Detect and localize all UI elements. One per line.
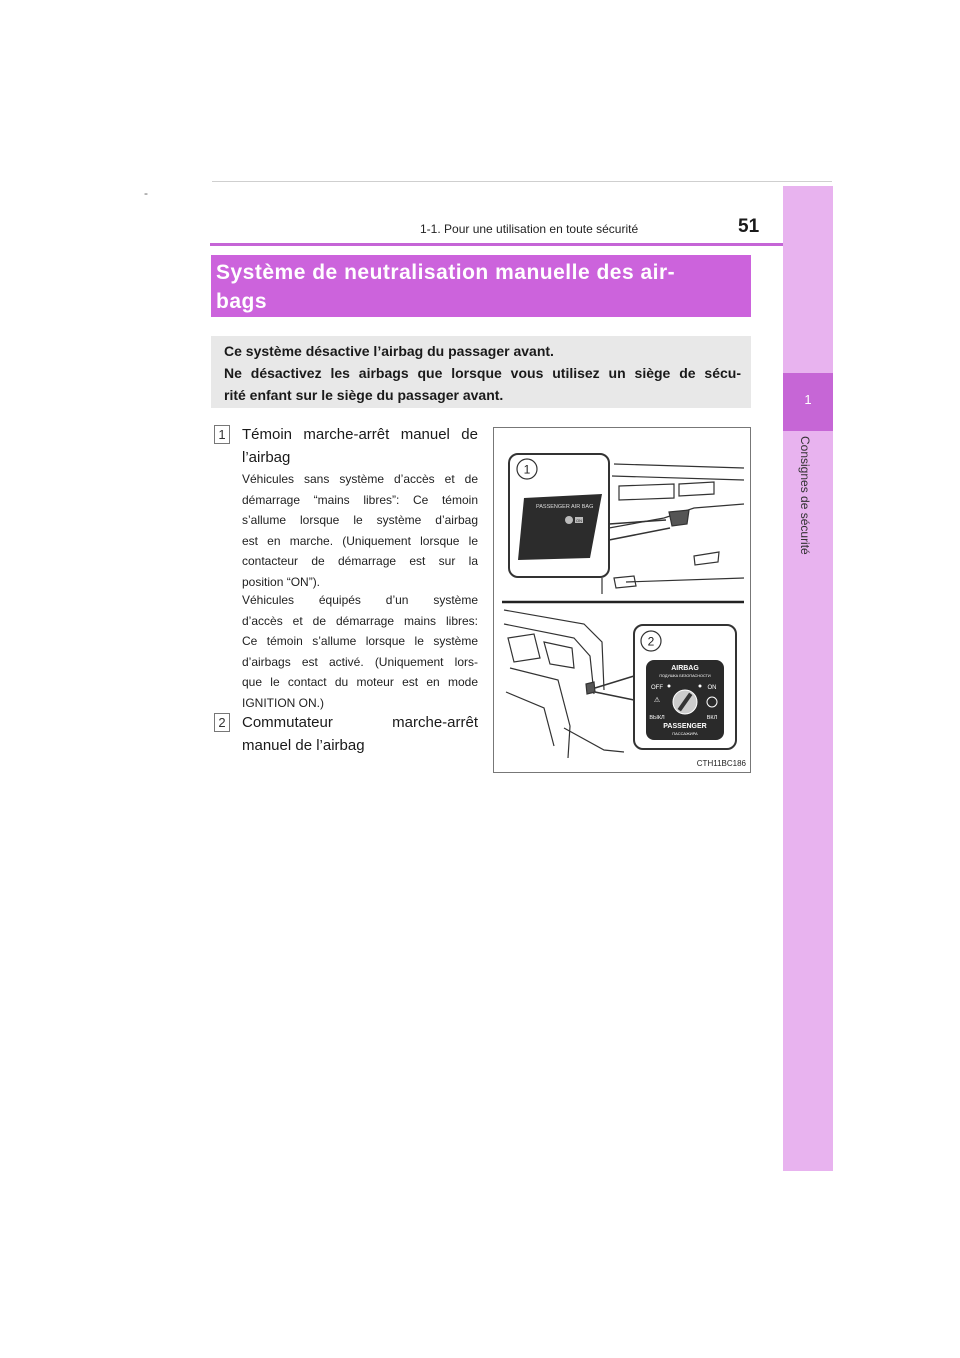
dashboard-upper-drawing (602, 464, 744, 594)
switch-airbag-label: AIRBAG (671, 665, 699, 672)
section-title-line2: bags (216, 290, 268, 313)
airbag-figure (493, 427, 751, 773)
summary-line2: Ne désactivez les airbags que lorsque vous utilisez un siège de sécu- (224, 365, 741, 381)
summary-line1: Ce système désactive l’airbag du passager avant. (224, 343, 554, 359)
item-1-paragraph-2 (242, 590, 478, 713)
item-2-title-line2: manuel de l’airbag (242, 737, 365, 754)
header-dash: - (144, 186, 148, 200)
summary-box (211, 336, 751, 408)
switch-airbag-ru-label: ПОДУШКА БЕЗОПАСНОСТИ (659, 674, 711, 678)
item-1-title-line1: Témoin marche-arrêt manuel de (242, 426, 478, 443)
paragraph-line: contacteur de démarrage est sur la (242, 554, 478, 568)
paragraph-line: que le contact du moteur est en mode (242, 675, 478, 689)
airbag-off-icon: ⚠ (653, 696, 661, 704)
airbag-illustration (494, 428, 752, 774)
indicator-label: PASSENGER AIR BAG (536, 504, 594, 510)
switch-off-label: OFF (651, 685, 663, 691)
paragraph-line: Véhicules équipés d’un système (242, 593, 478, 607)
callout-1-leader-lower (609, 528, 670, 540)
chapter-side-tab[interactable] (783, 186, 833, 1171)
paragraph-line: est en marche. (Uniquement lorsque le (242, 533, 478, 548)
item-1-title-line2: l’airbag (242, 449, 291, 466)
item-number-box: 2 (214, 713, 230, 732)
switch-on-label: ON (707, 685, 717, 691)
paragraph-line: s’allume lorsque le système d’airbag (242, 513, 478, 527)
header-rule (210, 243, 832, 246)
paragraph-line: IGNITION ON.) (242, 695, 324, 710)
figure-code: CTH11BC186 (696, 759, 746, 768)
switch-off-dot (668, 685, 671, 688)
indicator-on-text: ON (576, 518, 582, 523)
item-1 (214, 423, 478, 469)
page-number: 51 (738, 216, 760, 237)
airbag-lamp-icon (565, 516, 573, 524)
item-2-title-line1: Commutateur marche-arrêt (242, 714, 478, 731)
switch-on-ru-label: ВКЛ (706, 715, 718, 721)
section-title (211, 255, 751, 317)
paragraph-line: d’accès et de démarrage mains libres: (242, 613, 478, 628)
switch-passenger-label: PASSENGER (663, 723, 707, 730)
switch-passenger-ru-label: ПАССАЖИРА (672, 731, 698, 736)
callout-1-number: 1 (523, 462, 531, 477)
paragraph-line: démarrage “mains libres”: Ce témoin (242, 492, 478, 507)
callout-2-number: 2 (647, 634, 655, 649)
paragraph-line: d’airbags est activé. (Uniquement lors- (242, 654, 478, 669)
section-title-line1: Système de neutralisation manuelle des air- (216, 261, 676, 284)
chapter-label: Consignes de sécurité (798, 436, 812, 555)
callout-2-leader-lower (595, 692, 634, 700)
switch-on-dot (699, 685, 702, 688)
header-top-line (212, 181, 832, 182)
callout-2-leader (595, 676, 634, 688)
switch-off-ru-label: ВЫКЛ (649, 715, 665, 721)
item-1-paragraph-1 (242, 469, 478, 592)
paragraph-line: Ce témoin s’allume lorsque le système (242, 634, 478, 648)
header-section-path: 1-1. Pour une utilisation en toute sécurité (420, 222, 639, 236)
paragraph-line: position “ON”). (242, 574, 321, 589)
chapter-number: 1 (804, 392, 812, 407)
item-number-box: 1 (214, 425, 230, 444)
summary-line3: rité enfant sur le siège du passager avant. (224, 387, 504, 403)
paragraph-line: Véhicules sans système d’accès et de (242, 472, 478, 486)
item-2 (214, 711, 478, 757)
